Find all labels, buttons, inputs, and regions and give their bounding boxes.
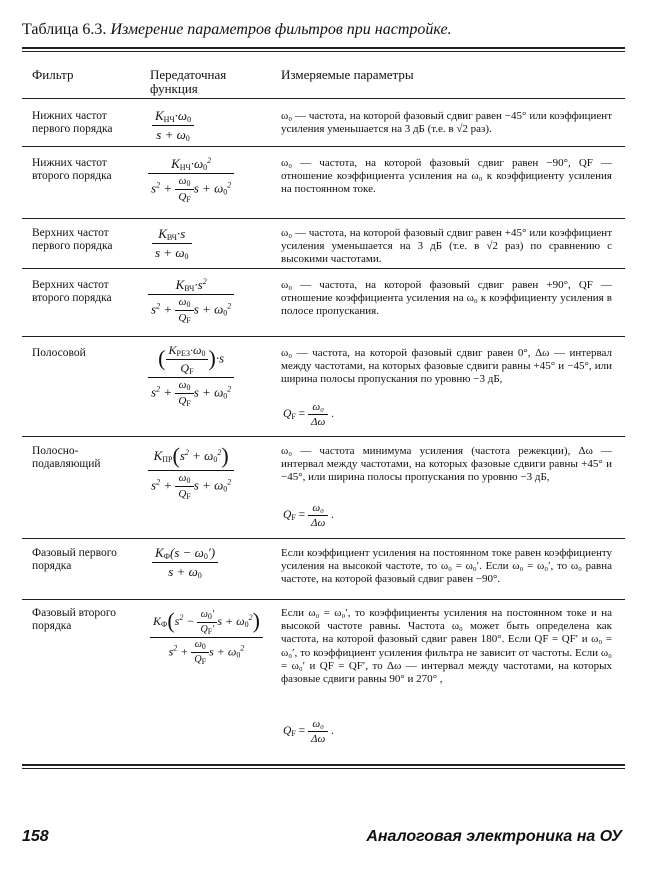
top-rule [22,47,625,49]
bottom-rule-thin [22,768,625,769]
row-3-rule [22,268,625,269]
row-2-transfer-function: $K_{НЧ}\cdot\omega_0^2$ $s^2$ + $\frac{\omega_0}{Q_F}$ $s + \omega_0^2$ [148,156,234,204]
row-6-filter: Полосно-подавляющий [32,445,101,470]
row-1-transfer-function: $\frac{K_{НЧ}\cdot\omega_0}{s + \omega_0}$ [152,108,194,143]
row-3-params: ω₀ — частота, на которой фазовый сдвиг равен +45° или коэффициент усиления уменьшается на 3 дБ (т.е. в √2 раз) по сравнению с высокими частотами. [281,227,612,266]
row-5-filter: Полосовой [32,347,86,359]
top-rule-thin [22,51,625,52]
row-1-params: ω₀ — частота, на которой фазовый сдвиг равен −45° или коэффициент усиления уменьшается на 3 дБ (т.е. в √2 раз). [281,110,612,136]
row-2-params: ω₀ — частота, на которой фазовый сдвиг равен −90°, QF — отношение коэффициента усиления на ω₀ к коэффициенту усиления на постоянном токе. [281,157,612,196]
page-number: 158 [22,828,49,845]
row-4-rule [22,336,625,337]
row-6-rule [22,538,625,539]
row-5-transfer-function: ( $\frac{K_{РЕЗ}\cdot\omega_0}{Q_F}$ )·s $s^2$ + $\frac{\omega_0}{Q_F}$ $s + \omega_0^2$ [148,343,234,408]
row-1-filter: Нижних частот первого порядка [32,110,113,135]
bottom-rule [22,764,625,766]
row-7-rule [22,599,625,600]
book-title: Аналоговая электроника на ОУ [366,828,622,845]
row-3-filter: Верхних частот первого порядка [32,227,113,252]
header-measured-params: Измеряемые параметры [281,67,414,82]
row-8-params: Если ω₀ = ω₀′, то коэффициенты усиления на постоянном токе и на высокой частоте равны. Частота ω₀ может быть определена как частота, на которой фазовый сдвиг равен 180°. Если QF = QF′ и ω₀ = ω₀′, то коэффициент усиления фильтра не зависит от частоты. Если ω₀ = ω₀′ и QF = QF′, то Δω — интервал между частотами, на которых фазовые сдвиги равны 90° и 270° , [281,607,612,686]
row-6-q-formula: $Q_F$ = $\frac{\text{ω₀}}{\Delta\omega}$ . [283,502,334,529]
row-4-transfer-function: $K_{ВЧ}\cdot s^2$ $s^2$ + $\frac{\omega_0}{Q_F}$ $s + \omega_0^2$ [148,277,234,325]
row-8-q-formula: $Q_F$ = $\frac{\text{ω₀}}{\Delta\omega}$ . [283,718,334,745]
caption-label: Таблица 6.3. [22,21,107,38]
row-4-params: ω₀ — частота, на которой фазовый сдвиг равен +90°, QF — отношение коэффициента усиления на ω₀ к коэффициенту усиления в полосе пропускания. [281,279,612,318]
row-5-q-formula: $Q_F$ = $\frac{\text{ω₀}}{\Delta\omega}$ . [283,401,334,428]
header-rule [22,98,625,99]
row-5-rule [22,436,625,437]
row-8-transfer-function: $K_Ф(s^2$ − $\frac{\omega_0'}{Q_F'}$ $s + \omega_0^2$) $s^2$ + $\frac{\omega_0}{Q_F}$ $s + \omega_0^2$ [150,608,263,666]
row-6-params: ω₀ — частота минимума усиления (частота режекции), Δω — интервал между частотами, на которых фазовые сдвиги равны +45° и −45°, или ширина полосы пропускания по уровню −3 дБ, [281,445,612,484]
row-7-transfer-function: $\frac{K_Ф(s - \omega_0')}{s + \omega_0}$ [152,545,218,580]
table-caption [22,21,632,39]
row-2-rule [22,218,625,219]
header-filter: Фильтр [32,67,74,82]
row-2-filter: Нижних частот второго порядка [32,157,112,182]
row-5-params: ω₀ — частота, на которой фазовый сдвиг равен 0°, Δω — интервал между частотами, на которых фазовые сдвиги равны +45° и −45°, или ширина полосы пропускания по уровню −3 дБ, [281,347,612,386]
row-4-filter: Верхних частот второго порядка [32,279,112,304]
row-7-filter: Фазовый первого порядка [32,547,117,572]
row-3-transfer-function: $\frac{K_{ВЧ}\cdot s}{s + \omega_0}$ [152,226,192,261]
caption-title: Измерение параметров фильтров при настройке. [110,21,452,38]
header-transfer-function: Передаточная функция [150,67,227,96]
row-8-filter: Фазовый второго порядка [32,607,117,632]
row-6-transfer-function: $K_{ПР}(s^2 + \omega_0^2)$ $s^2$ + $\frac{\omega_0}{Q_F}$ $s + \omega_0^2$ [148,443,234,501]
row-1-rule [22,146,625,147]
row-7-params: Если коэффициент усиления на постоянном токе равен коэффициенту усиления на высокой частоте, то ω₀ = ω₀′. Если ω₀ = ω₀′, то ω₀ равна частоте, на которой фазовый сдвиг равен −90°. [281,547,612,586]
